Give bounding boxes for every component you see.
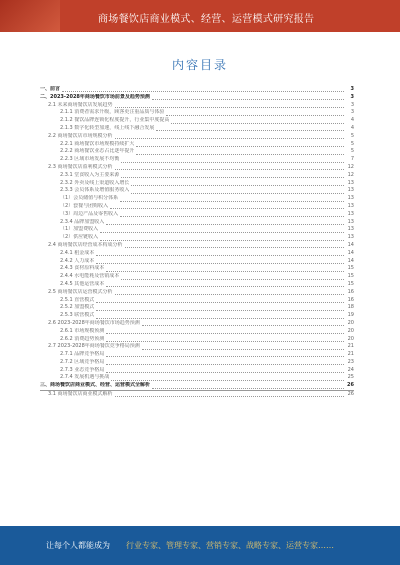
toc-entry-page: 5: [350, 132, 354, 139]
toc-entry[interactable]: [40, 265, 354, 273]
toc-entry-page: 24: [347, 366, 354, 373]
toc-leader-dots: [142, 345, 344, 350]
toc-heading: 内容目录: [171, 58, 228, 72]
toc-entry[interactable]: [40, 312, 354, 320]
toc-leader-dots: [106, 368, 344, 373]
toc-entry-label: （3）周边产品及零售收入: [60, 210, 119, 217]
toc-entry-page: 7: [350, 156, 354, 163]
toc-entry-page: 26: [347, 391, 354, 398]
toc-entry-page: 3: [350, 93, 354, 100]
toc-entry[interactable]: [40, 195, 354, 203]
toc-entry[interactable]: [40, 125, 354, 133]
toc-entry-label: 2.4.1 租金成本: [60, 249, 95, 256]
toc-entry[interactable]: [40, 109, 354, 117]
toc-entry-label: 2.6 2023-2028年商场餐饮市场趋势预测: [48, 319, 140, 326]
toc-entry-label: 2.5.1 直营模式: [60, 296, 95, 303]
toc-entry[interactable]: [40, 242, 354, 250]
toc-entry-label: 2.2.3 区域市场发展不均衡: [60, 156, 120, 163]
toc-entry-page: 16: [347, 288, 354, 295]
toc-entry-page: 13: [347, 234, 354, 241]
header-decoration: [0, 0, 60, 32]
toc-entry-label: 2.4.2 人力成本: [60, 257, 95, 264]
toc-entry-page: 13: [347, 195, 354, 202]
toc-entry[interactable]: [40, 219, 354, 227]
toc-entry-page: 15: [347, 265, 354, 272]
toc-entry-label: （2）供应链收入: [60, 234, 99, 241]
toc-entry-label: 2.7.3 业态竞争格局: [60, 366, 105, 373]
toc-entry-page: 13: [347, 187, 354, 194]
toc-entry-label: 2.1.2 餐饮品牌连锁化程度提升，行业集中度提高: [60, 117, 170, 124]
toc-entry-label: 3.1 商场餐饮店商业模式解析: [48, 391, 113, 398]
toc-leader-dots: [115, 290, 344, 295]
toc-entry-page: 23: [347, 358, 354, 365]
toc-leader-dots: [121, 173, 344, 178]
toc-entry[interactable]: [40, 211, 354, 219]
toc-entry-label: 2.6.1 市场规模预测: [60, 327, 105, 334]
toc-leader-dots: [136, 150, 344, 155]
table-of-contents: [40, 86, 354, 399]
toc-leader-dots: [96, 298, 344, 303]
toc-leader-dots: [120, 197, 344, 202]
toc-entry[interactable]: [40, 148, 354, 156]
toc-entry-label: （2）套餐与团购收入: [60, 202, 109, 209]
toc-leader-dots: [125, 243, 344, 248]
toc-leader-dots: [106, 329, 344, 334]
toc-leader-dots: [100, 236, 344, 241]
toc-entry[interactable]: [40, 320, 354, 328]
toc-leader-dots: [96, 259, 344, 264]
toc-entry-label: 2.4.3 食材原料成本: [60, 265, 105, 272]
toc-leader-dots: [120, 212, 344, 217]
toc-entry-page: 13: [347, 226, 354, 233]
toc-entry-label: 2.1.1 消费者需求升级，顾客更注重品质与体验: [60, 109, 165, 116]
toc-entry[interactable]: [40, 343, 354, 351]
toc-leader-dots: [62, 87, 344, 92]
toc-entry-page: 13: [347, 218, 354, 225]
toc-entry-page: 15: [347, 273, 354, 280]
toc-entry-page: 4: [350, 117, 354, 124]
toc-entry[interactable]: [40, 258, 354, 266]
toc-entry[interactable]: [40, 133, 354, 141]
toc-leader-dots: [136, 142, 344, 147]
toc-entry-label: 2.4.4 水电能耗及营销成本: [60, 273, 120, 280]
footer-banner: [0, 526, 400, 565]
toc-leader-dots: [115, 103, 344, 108]
toc-leader-dots: [106, 360, 344, 365]
toc-leader-dots: [121, 158, 344, 163]
toc-entry-page: 16: [347, 296, 354, 303]
toc-entry-label: 2.3.1 堂食收入为主要来源: [60, 171, 120, 178]
toc-entry[interactable]: [40, 164, 354, 172]
toc-entry-page: 20: [347, 327, 354, 334]
report-title: 商场餐饮店商业模式、经营、运营模式研究报告: [98, 14, 315, 25]
toc-entry-label: 2.4 商场餐饮店经营成本构成分析: [48, 241, 123, 248]
toc-entry-label: 2.3.2 外卖及线上渠道收入增长: [60, 179, 130, 186]
toc-entry-page: 4: [350, 124, 354, 131]
toc-leader-dots: [100, 228, 344, 233]
toc-entry-page: 25: [347, 374, 354, 381]
toc-leader-dots: [111, 376, 344, 381]
toc-entry-page: 13: [347, 179, 354, 186]
toc-entry[interactable]: [40, 180, 354, 188]
toc-entry-label: （1）加盟费收入: [60, 226, 99, 233]
toc-leader-dots: [110, 204, 344, 209]
toc-entry-page: 3: [350, 109, 354, 116]
toc-entry-page: 26: [347, 382, 354, 389]
toc-entry-label: 2.5 商场餐饮店运营模式分析: [48, 288, 113, 295]
toc-entry[interactable]: [40, 367, 354, 375]
toc-entry[interactable]: [40, 391, 354, 399]
toc-leader-dots: [115, 134, 344, 139]
toc-entry[interactable]: [40, 289, 354, 297]
toc-entry-page: 3: [350, 101, 354, 108]
toc-entry-label: 2.7.4 发展机遇与挑战: [60, 374, 110, 381]
toc-entry-page: 14: [347, 241, 354, 248]
toc-entry[interactable]: [40, 117, 354, 125]
toc-leader-dots: [152, 384, 344, 389]
toc-entry-page: 5: [350, 140, 354, 147]
toc-entry[interactable]: [40, 203, 354, 211]
toc-leader-dots: [142, 321, 344, 326]
toc-entry-label: （1）会员储值与积分体系: [60, 195, 119, 202]
toc-entry-label: 2.5.3 联营模式: [60, 312, 95, 319]
toc-entry-page: 12: [347, 171, 354, 178]
toc-entry-page: 13: [347, 210, 354, 217]
toc-leader-dots: [156, 126, 344, 131]
toc-entry-page: 19: [347, 312, 354, 319]
toc-entry-label: 2.3.4 品牌加盟收入: [60, 218, 105, 225]
toc-entry-page: 12: [347, 163, 354, 170]
toc-leader-dots: [131, 189, 344, 194]
toc-entry[interactable]: [40, 359, 354, 367]
toc-entry-label: 2.1 未来商场餐饮店发展趋势: [48, 101, 113, 108]
toc-entry-label: 2.2 商场餐饮店市场规模分析: [48, 132, 113, 139]
toc-entry[interactable]: [40, 234, 354, 242]
toc-entry[interactable]: [40, 172, 354, 180]
toc-entry[interactable]: [40, 273, 354, 281]
toc-entry-label: 2.7 2023-2028年商场餐饮竞争格局预测: [48, 343, 140, 350]
toc-entry-label: 2.5.2 加盟模式: [60, 304, 95, 311]
toc-entry-label: 2.2.2 商场餐饮业态占比逐年提升: [60, 148, 135, 155]
toc-entry[interactable]: [40, 156, 354, 164]
toc-entry-page: 14: [347, 257, 354, 264]
toc-leader-dots: [131, 181, 344, 186]
toc-entry[interactable]: [40, 141, 354, 149]
toc-leader-dots: [166, 111, 344, 116]
toc-entry[interactable]: [40, 250, 354, 258]
toc-entry-page: 13: [347, 202, 354, 209]
toc-entry-page: 18: [347, 304, 354, 311]
toc-entry[interactable]: [40, 226, 354, 234]
toc-entry-label: 2.7.2 区域竞争格局: [60, 358, 105, 365]
toc-entry-label: 一、前言: [40, 86, 61, 92]
toc-entry[interactable]: [40, 304, 354, 312]
toc-entry-page: 21: [347, 343, 354, 350]
toc-leader-dots: [171, 119, 344, 124]
toc-entry-label: 2.2.1 商场餐饮市场规模持续扩大: [60, 140, 135, 147]
toc-entry[interactable]: [40, 382, 354, 391]
toc-entry-label: 二、2023-2028年商场餐饮市场前景及趋势预测: [40, 93, 150, 100]
toc-entry-label: 2.1.3 数字化转型加速，线上线下融合发展: [60, 124, 155, 131]
toc-leader-dots: [106, 282, 344, 287]
toc-entry[interactable]: [40, 374, 354, 382]
toc-leader-dots: [152, 95, 344, 100]
toc-entry[interactable]: [40, 351, 354, 359]
toc-entry-label: 2.3 商场餐饮店盈利模式分析: [48, 163, 113, 170]
toc-entry-page: 5: [350, 148, 354, 155]
toc-entry[interactable]: [40, 336, 354, 344]
footer-slogan: 让每个人都能成为: [46, 541, 110, 550]
toc-leader-dots: [121, 275, 344, 280]
toc-entry-page: 14: [347, 249, 354, 256]
toc-leader-dots: [106, 267, 344, 272]
toc-entry-page: 21: [347, 351, 354, 358]
report-header: [0, 0, 400, 32]
toc-leader-dots: [115, 165, 344, 170]
toc-entry-label: 2.4.5 其他运营成本: [60, 280, 105, 287]
toc-entry[interactable]: [40, 102, 354, 110]
toc-entry-page: 20: [347, 335, 354, 342]
toc-entry-label: 三、商场餐饮店商业模式、经营、运营模式全解析: [40, 382, 151, 389]
toc-leader-dots: [115, 392, 344, 397]
toc-entry[interactable]: [40, 94, 354, 102]
toc-entry[interactable]: [40, 328, 354, 336]
toc-leader-dots: [106, 220, 344, 225]
toc-leader-dots: [106, 337, 344, 342]
toc-leader-dots: [96, 314, 344, 319]
toc-entry-label: 2.6.2 消费趋势预测: [60, 335, 105, 342]
toc-entry-label: 2.7.1 品牌竞争格局: [60, 351, 105, 358]
toc-entry-label: 2.3.3 会员体系及增值服务收入: [60, 187, 130, 194]
toc-leader-dots: [106, 352, 344, 357]
footer-expertise: 行业专家、管理专家、营销专家、战略专家、运营专家……: [126, 541, 334, 550]
toc-entry[interactable]: [40, 187, 354, 195]
toc-entry[interactable]: [40, 86, 354, 94]
toc-entry-page: 3: [350, 86, 354, 92]
toc-leader-dots: [96, 306, 344, 311]
toc-entry-page: 20: [347, 319, 354, 326]
toc-entry[interactable]: [40, 297, 354, 305]
toc-entry[interactable]: [40, 281, 354, 289]
toc-entry-page: 15: [347, 280, 354, 287]
toc-leader-dots: [96, 251, 344, 256]
